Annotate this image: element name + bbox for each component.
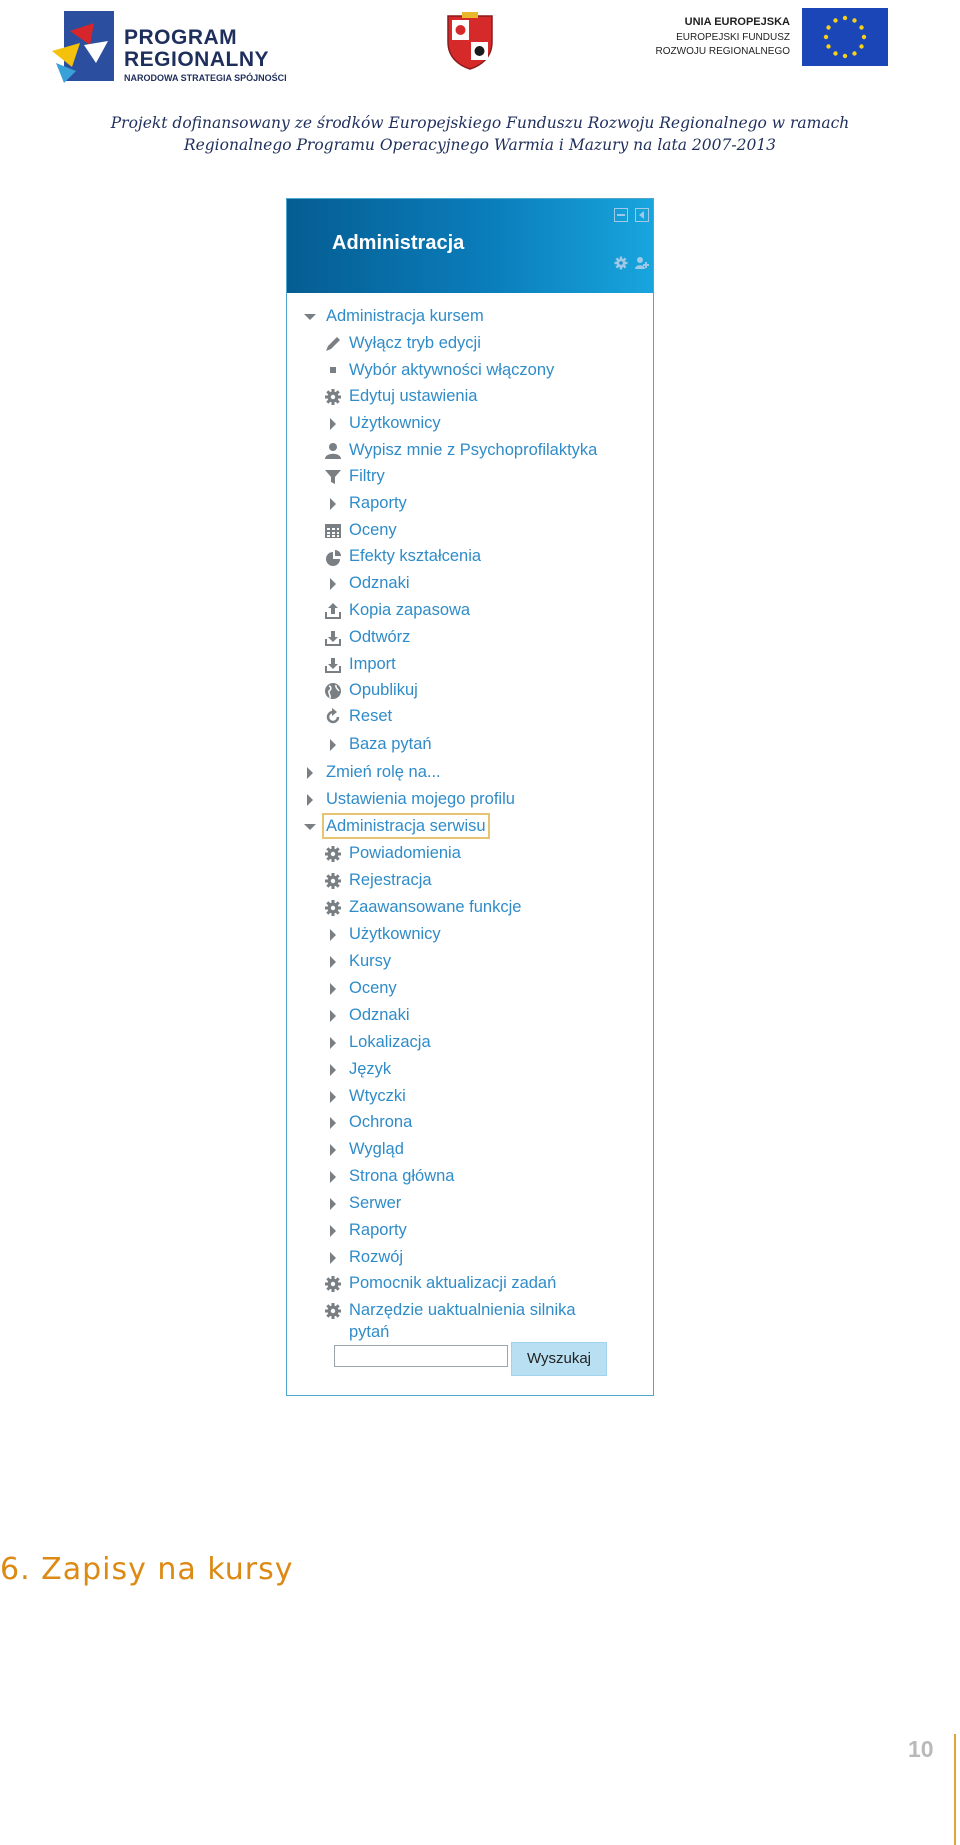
tree-item-label: Strona główna [349, 1167, 455, 1185]
expanded-triangle-icon [301, 308, 319, 326]
administration-block [286, 198, 654, 1396]
filter-icon [324, 468, 342, 486]
grades-table-icon [324, 522, 342, 540]
tree-item-label: Efekty kształcenia [349, 547, 482, 565]
gear-icon [324, 1302, 342, 1320]
collapsed-triangle-icon [324, 980, 342, 998]
program-logo-line1: PROGRAM [124, 26, 238, 49]
eu-star-icon [833, 18, 837, 22]
tree-item-label: Reset [349, 707, 393, 725]
collapsed-triangle-icon [324, 736, 342, 754]
tree-item-label: Administracja kursem [326, 307, 484, 325]
eu-star-icon [826, 25, 830, 29]
program-regionalny-mark-icon [50, 5, 120, 85]
tree-item-label: Administracja serwisu [326, 817, 486, 835]
collapsed-triangle-icon [301, 764, 319, 782]
tree-item-label: Baza pytań [349, 735, 432, 753]
program-regionalny-logo [50, 5, 330, 85]
eu-logo-line1: UNIA EUROPEJSKA [684, 16, 790, 28]
minimize-icon[interactable] [614, 208, 628, 222]
subtitle-line1: Projekt dofinansowany ze środków Europejskiego Funduszu Rozwoju Regionalnego w ramach [110, 114, 850, 132]
dock-icon[interactable] [635, 208, 649, 222]
tree-item-label: Wtyczki [349, 1087, 406, 1105]
tree-item-label: Rozwój [349, 1248, 404, 1266]
user-icon [324, 442, 342, 460]
eu-star-icon [859, 25, 863, 29]
bullet-icon [324, 362, 342, 380]
eu-star-icon [843, 16, 847, 20]
collapsed-triangle-icon [324, 953, 342, 971]
collapsed-triangle-icon [324, 1249, 342, 1267]
tree-item-label: Raporty [349, 1221, 407, 1239]
collapsed-triangle-icon [324, 1168, 342, 1186]
eu-logo [620, 8, 890, 68]
tree-item-label: Ochrona [349, 1113, 413, 1131]
section-heading: 6. Zapisy na kursy [0, 1552, 294, 1587]
eu-star-icon [859, 44, 863, 48]
eu-star-icon [852, 51, 856, 55]
tree-item-label: Raporty [349, 494, 407, 512]
subtitle-line2: Regionalnego Programu Operacyjnego Warmia i Mazury na lata 2007-2013 [183, 136, 777, 154]
collapsed-triangle-icon [324, 1088, 342, 1106]
tree-item-label: Wybór aktywności włączony [349, 361, 555, 379]
tree-item-label: Opublikuj [349, 681, 418, 699]
outcomes-icon [324, 548, 342, 566]
program-logo-line2: REGIONALNY [124, 48, 270, 71]
tree-item-label: Wyłącz tryb edycji [349, 334, 481, 352]
project-cofinancing-note [0, 112, 960, 156]
tree-item-label: Edytuj ustawienia [349, 387, 478, 405]
tree-item-label: Użytkownicy [349, 925, 441, 943]
administration-block-header [287, 199, 653, 293]
collapsed-triangle-icon [324, 575, 342, 593]
gear-icon [324, 1275, 342, 1293]
tree-item-label: Rejestracja [349, 871, 432, 889]
tree-item-label: Zaawansowane funkcje [349, 898, 522, 916]
import-download-icon [324, 656, 342, 674]
tree-item-label: Filtry [349, 467, 385, 485]
tree-item-label: Zmień rolę na... [326, 763, 441, 781]
tree-item-label: Lokalizacja [349, 1033, 431, 1051]
admin-search-input[interactable] [334, 1345, 508, 1367]
eu-logo-line3: ROZWOJU REGIONALNEGO [655, 46, 790, 57]
eu-flag-icon [802, 8, 888, 66]
tree-item-label: Pomocnik aktualizacji zadań [349, 1274, 557, 1292]
collapsed-triangle-icon [324, 495, 342, 513]
tree-item-label: Język [349, 1060, 392, 1078]
tree-item-label: Serwer [349, 1194, 402, 1212]
tree-item-label: Odznaki [349, 1006, 410, 1024]
eu-star-icon [833, 51, 837, 55]
eu-star-icon [824, 35, 828, 39]
backup-upload-icon [324, 602, 342, 620]
tree-item-label: Narzędzie uaktualnienia silnika [349, 1301, 576, 1319]
tree-item-label: Ustawienia mojego profilu [326, 790, 515, 808]
tree-item-label: Oceny [349, 521, 397, 539]
gear-icon[interactable] [614, 256, 628, 270]
collapsed-triangle-icon [301, 791, 319, 809]
assign-roles-icon[interactable] [635, 256, 649, 270]
tree-item-label: Odznaki [349, 574, 410, 592]
eu-logo-line2: EUROPEJSKI FUNDUSZ [676, 32, 790, 43]
globe-icon [324, 682, 342, 700]
tree-item-label: Wygląd [349, 1140, 404, 1158]
collapsed-triangle-icon [324, 1061, 342, 1079]
eu-star-icon [862, 35, 866, 39]
expanded-triangle-icon [301, 818, 319, 836]
restore-download-icon [324, 629, 342, 647]
page-number: 10 [908, 1736, 934, 1762]
program-logo-line3: NARODOWA STRATEGIA SPÓJNOŚCI [124, 73, 287, 83]
collapsed-triangle-icon [324, 1141, 342, 1159]
collapsed-triangle-icon [324, 415, 342, 433]
gear-icon [324, 388, 342, 406]
collapsed-triangle-icon [324, 1114, 342, 1132]
collapsed-triangle-icon [324, 1195, 342, 1213]
tree-item-label: Użytkownicy [349, 414, 441, 432]
eu-star-icon [843, 54, 847, 58]
tree-item-label: Kursy [349, 952, 392, 970]
administration-block-title: Administracja [332, 232, 465, 254]
admin-search-button[interactable]: Wyszukaj [511, 1342, 607, 1376]
eu-star-icon [826, 44, 830, 48]
tree-item-label: Powiadomienia [349, 844, 461, 862]
gear-icon [324, 845, 342, 863]
collapsed-triangle-icon [324, 1222, 342, 1240]
page-number-rule [954, 1734, 956, 1845]
reset-refresh-icon [324, 708, 342, 726]
tree-item-label: Kopia zapasowa [349, 601, 471, 619]
gear-icon [324, 899, 342, 917]
pencil-icon [324, 335, 342, 353]
warmia-mazury-coat-icon [444, 12, 496, 70]
tree-item-label: Import [349, 655, 396, 673]
collapsed-triangle-icon [324, 1007, 342, 1025]
tree-item-label: Oceny [349, 979, 397, 997]
tree-item-label: pytań [349, 1323, 390, 1341]
collapsed-triangle-icon [324, 1034, 342, 1052]
eu-star-icon [852, 18, 856, 22]
tree-item-label: Odtwórz [349, 628, 411, 646]
gear-icon [324, 872, 342, 890]
collapsed-triangle-icon [324, 926, 342, 944]
tree-item-label: Wypisz mnie z Psychoprofilaktyka [349, 441, 598, 459]
